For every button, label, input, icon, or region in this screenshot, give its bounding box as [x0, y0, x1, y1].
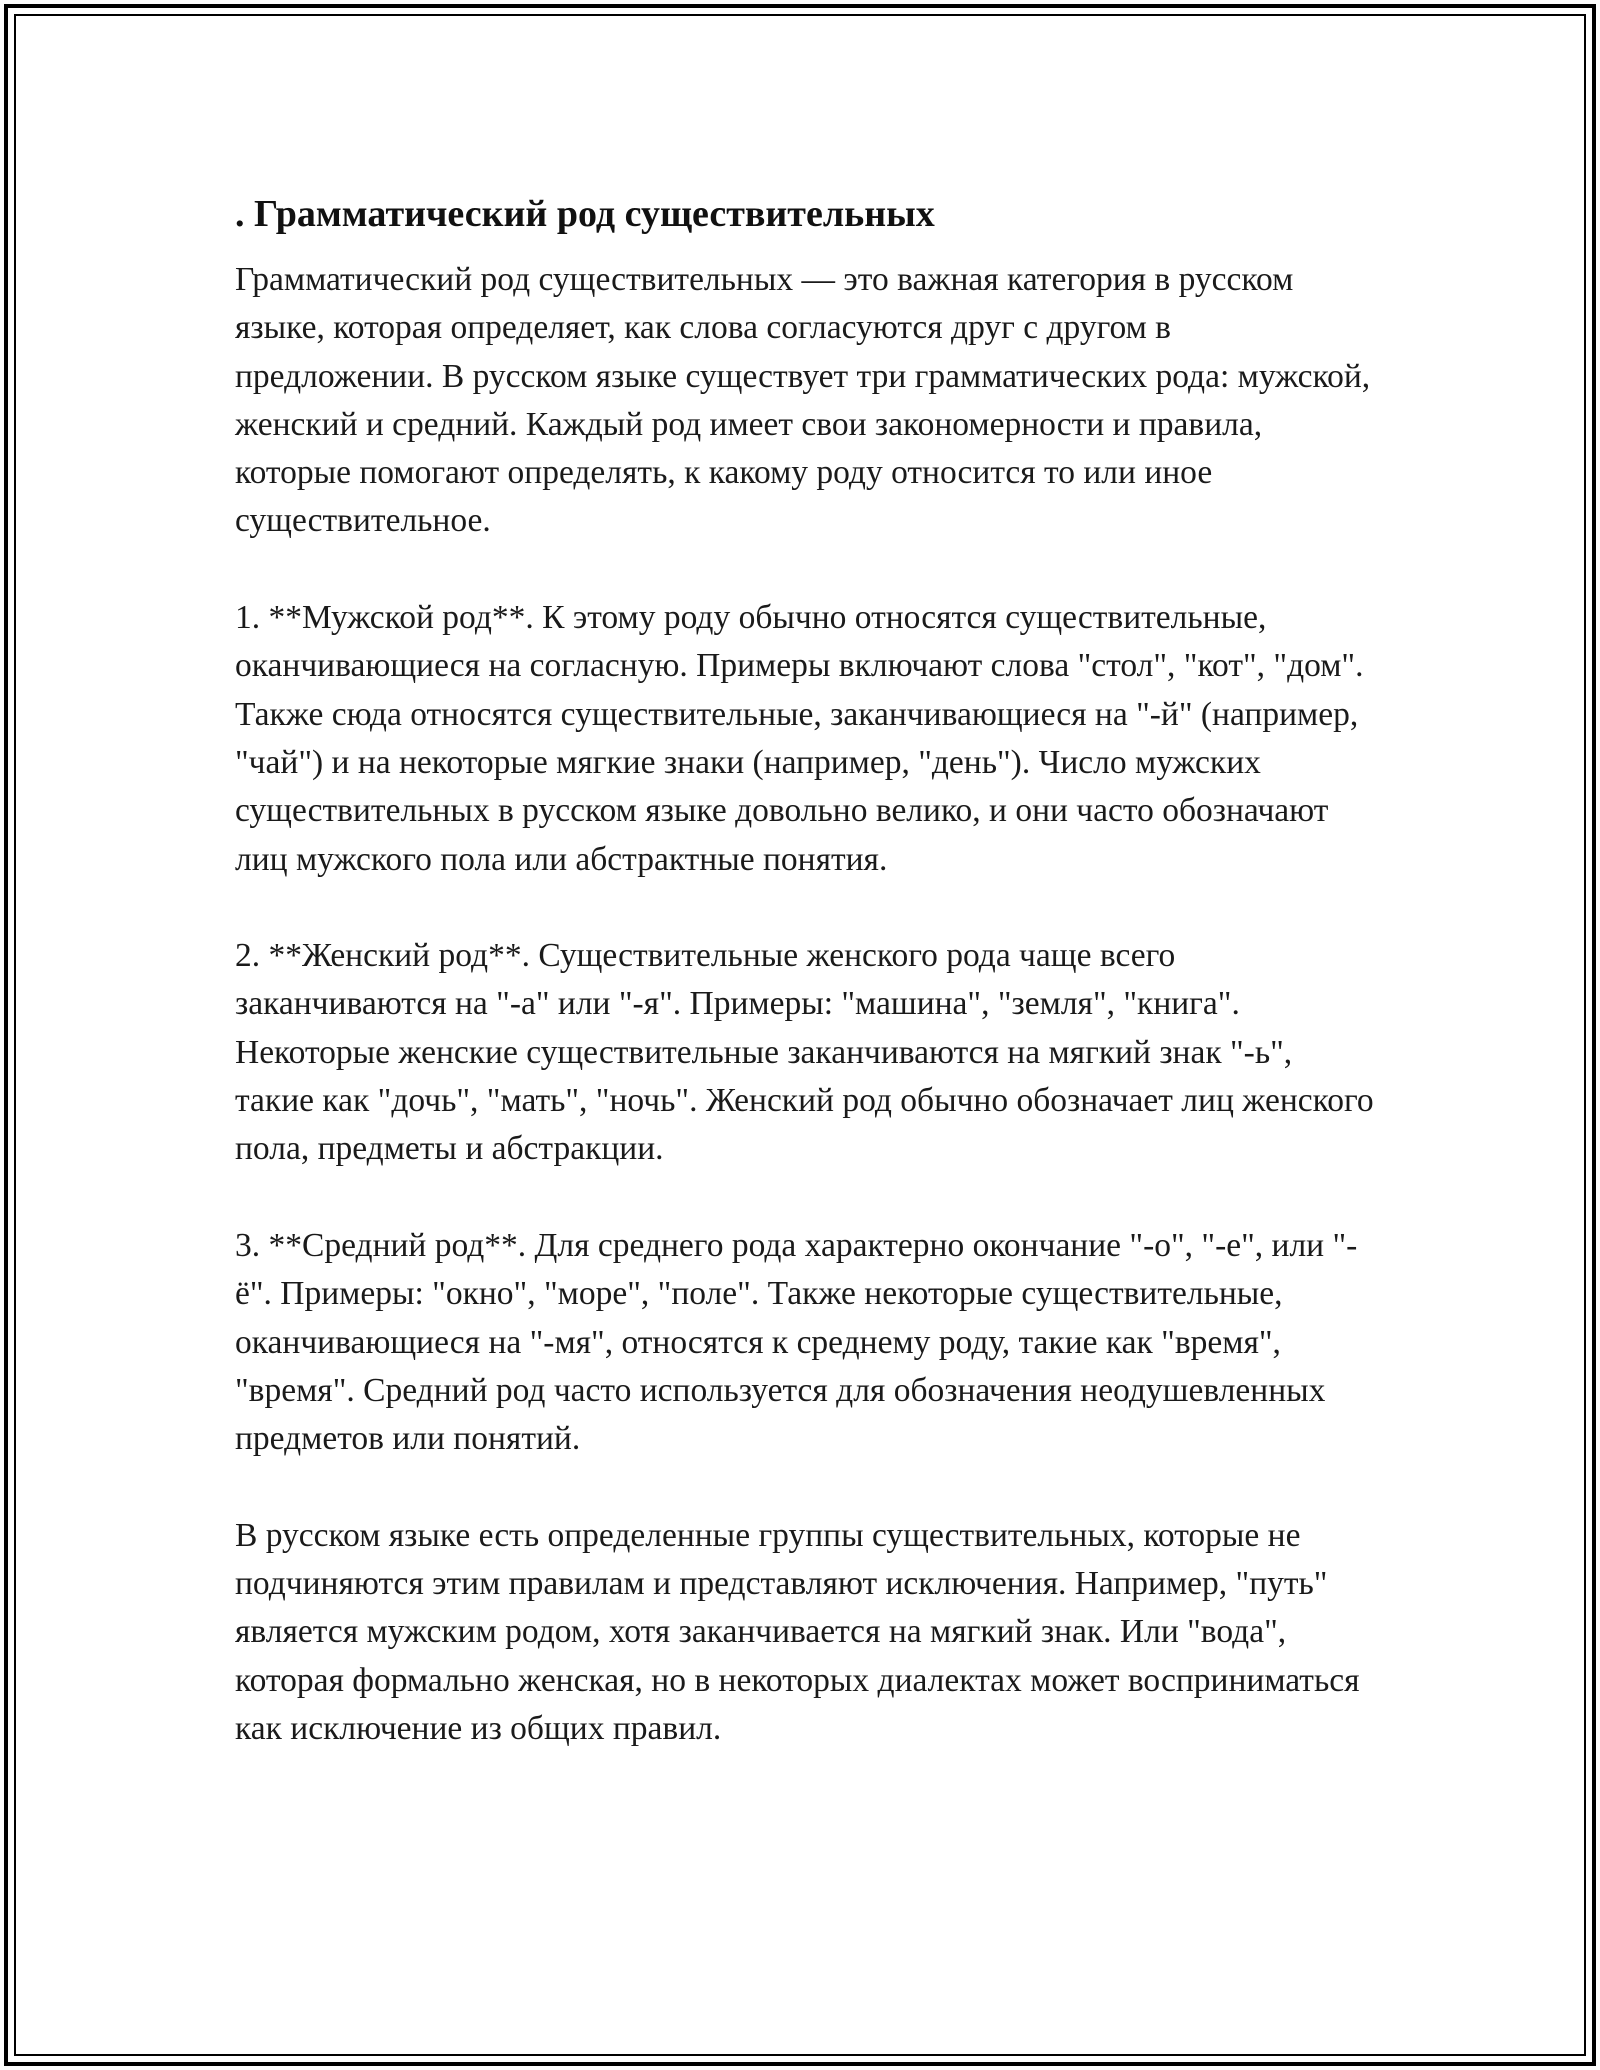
section-heading: . Грамматический род существительных — [235, 193, 935, 235]
paragraph-exceptions: В русском языке есть определенные группы существительных, которые не подчиняются этим правилам и представляют исключения. Например, "путь" является мужским родом, хотя заканчивается на мягкий знак. Или "вода", которая формально женская, но в некоторых диалектах может восприниматься как исключение из общих правил. — [235, 1516, 1360, 1747]
paragraph-intro: Грамматический род существительных — это важная категория в русском языке, которая определяет, как слова согласуются друг с другом в предложении. В русском языке существует три грамматических рода: мужской, женский и средний. Каждый род имеет свои закономерности и правила, которые помогают определять, к какому роду относится то или иное существительное. — [235, 261, 1371, 540]
paragraph-feminine: 2. **Женский род**. Существительные женского рода чаще всего заканчиваются на "-а" или "-я". Примеры: "машина", "земля", "книга". Некоторые женские существительные заканчиваются на мягкий знак "-ь", такие как "дочь", "мать", "ночь". Женский род обычно обозначает лиц женского пола, предметы и абстракции. — [235, 937, 1374, 1168]
document-body — [235, 188, 1375, 1802]
paragraph-neuter: 3. **Средний род**. Для среднего рода характерно окончание "-о", "-е", или "-ё". Примеры: "окно", "море", "поле". Также некоторые существительные, оканчивающиеся на "-мя", относятся к среднему роду, такие как "время", "время". Средний род часто используется для обозначения неодушевленных предметов или понятий. — [235, 1226, 1358, 1458]
paragraph-masculine: 1. **Мужской род**. К этому роду обычно относятся существительные, оканчивающиеся на согласную. Примеры включают слова "стол", "кот", "дом". Также сюда относятся существительные, заканчивающиеся на "-й" (например, "чай") и на некоторые мягкие знаки (например, "день"). Число мужских существительных в русском языке довольно велико, и они часто обозначают лиц мужского пола или абстрактные понятия. — [235, 599, 1364, 878]
